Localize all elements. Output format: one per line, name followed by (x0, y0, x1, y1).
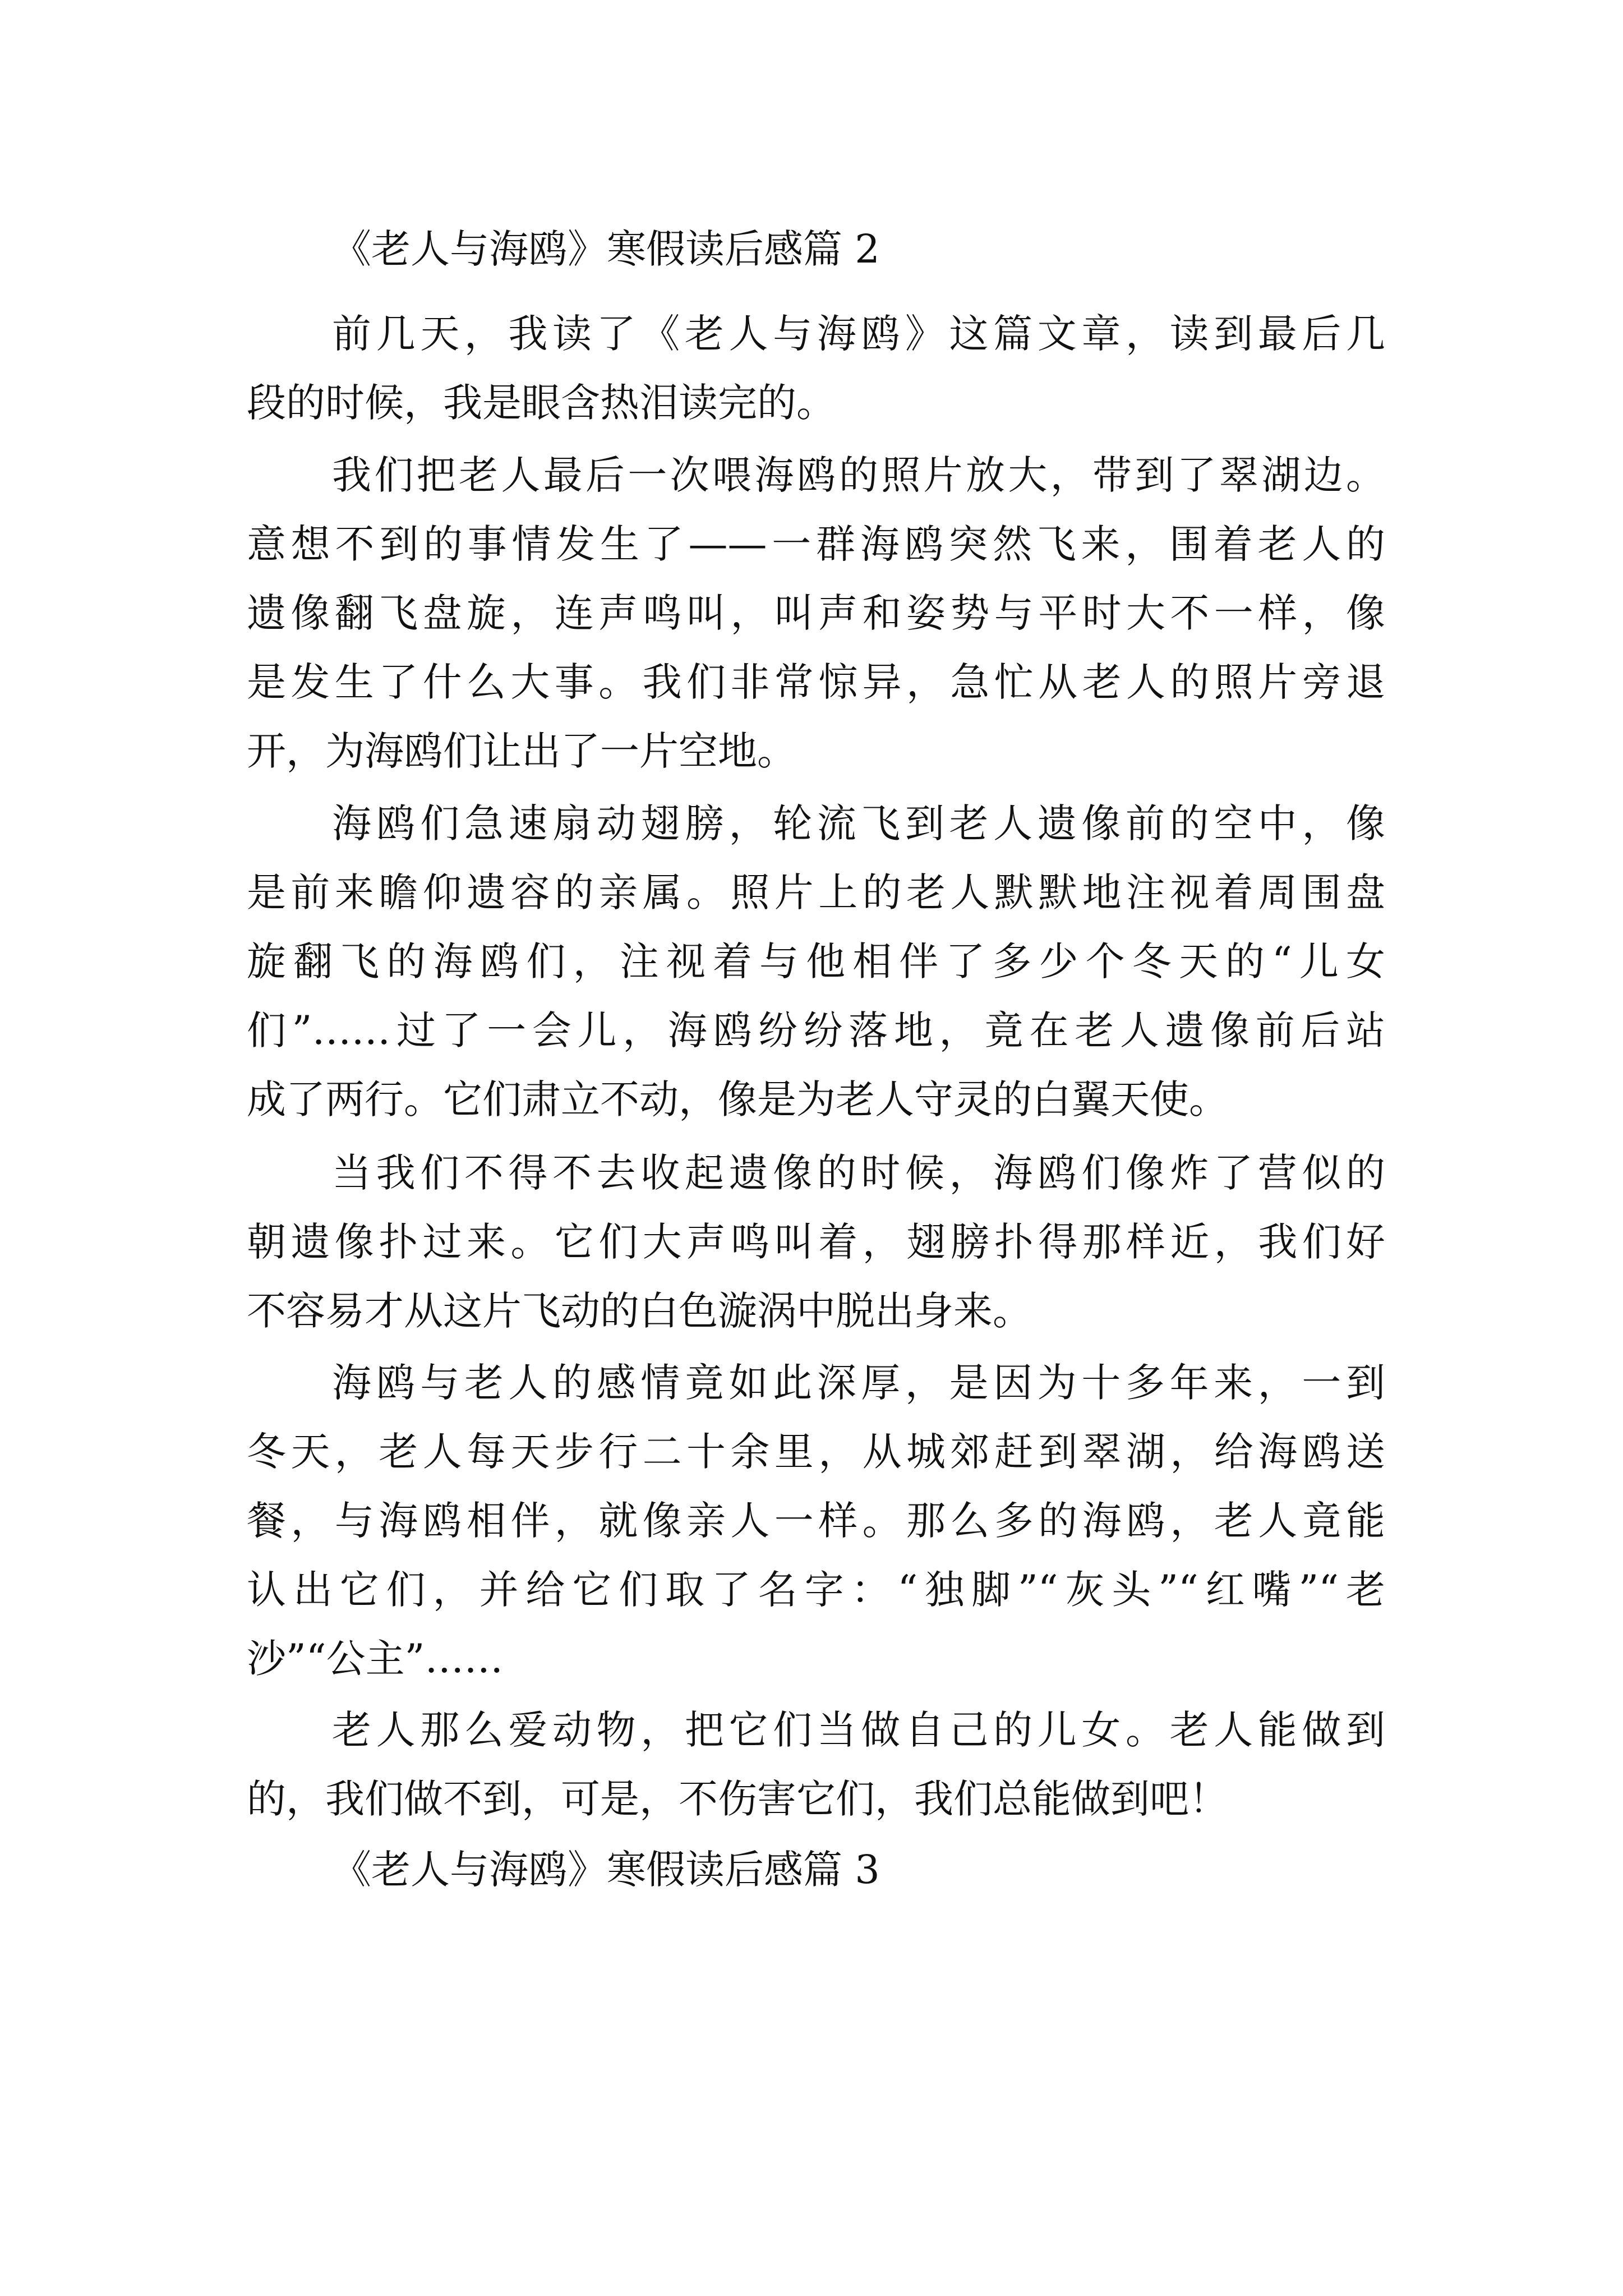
heading-text: 《老人与海鸥》寒假读后感篇 2 (332, 226, 880, 272)
paragraph-line: 旋翻飞的海鸥们，注视着与他相伴了多少个冬天的“儿女 (247, 938, 1385, 984)
paragraph-line: 餐，与海鸥相伴，就像亲人一样。那么多的海鸥，老人竟能 (247, 1498, 1385, 1544)
paragraph-2 (247, 441, 1385, 786)
paragraph-line: 我们把老人最后一次喂海鸥的照片放大，带到了翠湖边。 (332, 452, 1385, 498)
paragraph-line: 冬天，老人每天步行二十余里，从城郊赶到翠湖，给海鸥送 (247, 1429, 1385, 1475)
paragraph-line: 沙”“公主”…… (247, 1636, 504, 1682)
paragraph-1 (247, 300, 1385, 438)
paragraph-line: 朝遗像扑过来。它们大声鸣叫着，翅膀扑得那样近，我们好 (247, 1219, 1385, 1265)
section-heading-2 (247, 215, 1385, 284)
paragraph-line: 是前来瞻仰遗容的亲属。照片上的老人默默地注视着周围盘 (247, 869, 1385, 915)
paragraph-line: 当我们不得不去收起遗像的时候，海鸥们像炸了营似的 (332, 1150, 1385, 1196)
paragraph-line: 意想不到的事情发生了——一群海鸥突然飞来，围着老人的 (247, 521, 1385, 567)
paragraph-4 (247, 1139, 1385, 1346)
paragraph-line: 们”……过了一会儿，海鸥纷纷落地，竟在老人遗像前后站 (247, 1007, 1385, 1053)
paragraph-line: 认出它们，并给它们取了名字：“独脚”“灰头”“红嘴”“老 (247, 1567, 1385, 1613)
paragraph-line: 的，我们做不到，可是，不伤害它们，我们总能做到吧！ (247, 1776, 1228, 1822)
paragraph-line: 是发生了什么大事。我们非常惊异，急忙从老人的照片旁退 (247, 659, 1385, 705)
paragraph-line: 开，为海鸥们让出了一片空地。 (247, 728, 796, 774)
heading-text: 《老人与海鸥》寒假读后感篇 3 (332, 1847, 880, 1893)
paragraph-line: 成了两行。它们肃立不动，像是为老人守灵的白翼天使。 (247, 1076, 1228, 1122)
paragraph-line: 海鸥与老人的感情竟如此深厚，是因为十多年来，一到 (332, 1360, 1385, 1406)
paragraph-3 (247, 789, 1385, 1134)
paragraph-line: 不容易才从这片飞动的白色漩涡中脱出身来。 (247, 1288, 1032, 1334)
paragraph-line: 遗像翻飞盘旋，连声鸣叫，叫声和姿势与平时大不一样，像 (247, 590, 1385, 636)
paragraph-6 (247, 1696, 1385, 1834)
section-heading-3 (247, 1835, 1385, 1904)
paragraph-line: 海鸥们急速扇动翅膀，轮流飞到老人遗像前的空中，像 (332, 800, 1385, 846)
paragraph-line: 段的时候，我是眼含热泪读完的。 (247, 380, 836, 426)
paragraph-line: 老人那么爱动物，把它们当做自己的儿女。老人能做到 (332, 1707, 1385, 1753)
paragraph-line: 前几天，我读了《老人与海鸥》这篇文章，读到最后几 (332, 311, 1385, 357)
paragraph-5 (247, 1349, 1385, 1694)
